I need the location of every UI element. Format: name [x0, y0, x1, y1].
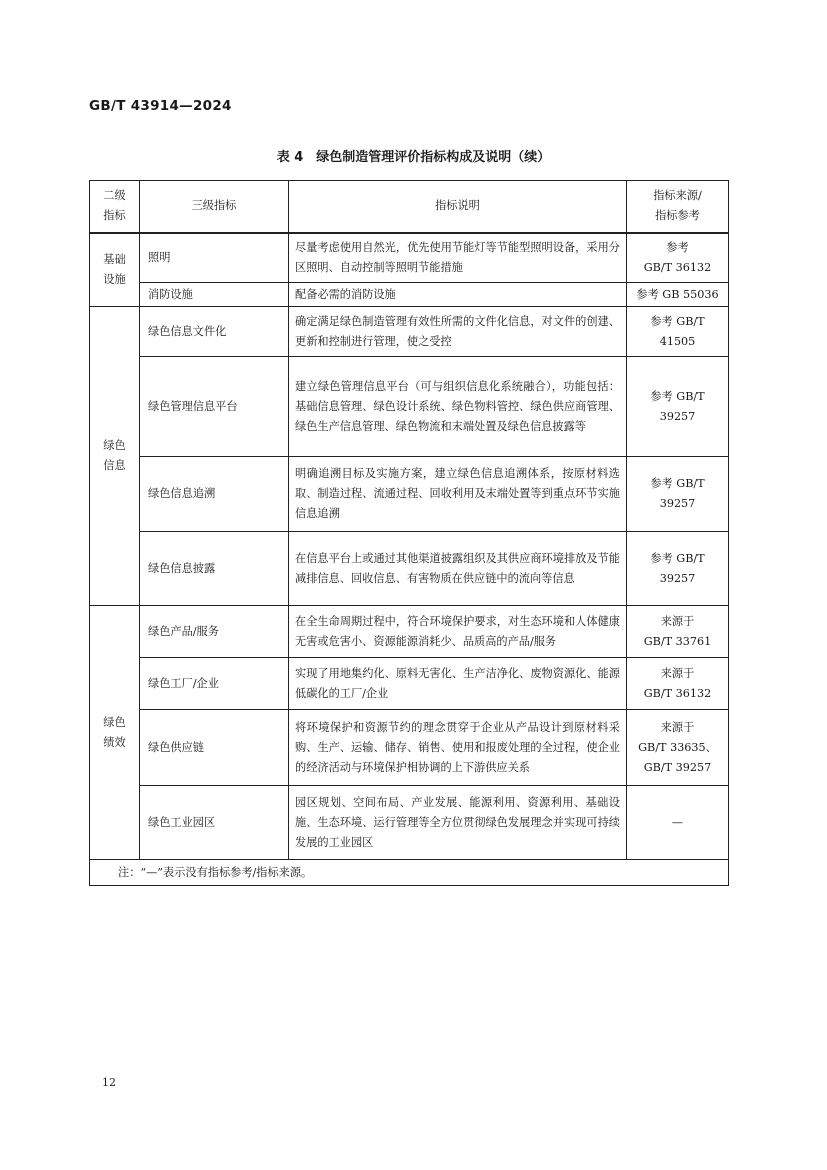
table-row: [90, 357, 729, 457]
group-infra: 基础 设施: [90, 233, 140, 307]
table-row: [90, 307, 729, 357]
indicator-name: 绿色产品/服务: [140, 606, 289, 658]
indicator-source: 来源于 GB/T 36132: [627, 658, 729, 710]
standard-code: GB/T 43914—2024: [89, 98, 232, 114]
table-note-row: [90, 860, 729, 886]
table-row: [90, 457, 729, 532]
group-perf: 绿色 绩效: [90, 606, 140, 860]
indicator-desc: 建立绿色管理信息平台（可与组织信息化系统融合），功能包括：基础信息管理、绿色设计系统、绿色物料管控、绿色供应商管理、绿色生产信息管理、绿色物流和末端处置及绿色信息披露等: [289, 357, 627, 457]
indicator-name: 绿色管理信息平台: [140, 357, 289, 457]
indicator-name: 绿色信息披露: [140, 532, 289, 606]
header-source: 指标来源/ 指标参考: [627, 181, 729, 233]
table-title: 表 4 绿色制造管理评价指标构成及说明（续）: [276, 150, 551, 165]
table-row: [90, 233, 729, 283]
indicator-desc: 确定满足绿色制造管理有效性所需的文件化信息，对文件的创建、更新和控制进行管理，使之受控: [289, 307, 627, 357]
indicator-source: 参考 GB/T 36132: [627, 233, 729, 283]
header-description: 指标说明: [289, 181, 627, 233]
indicator-source: 参考 GB 55036: [627, 283, 729, 307]
indicator-source: 参考 GB/T 41505: [627, 307, 729, 357]
indicator-desc: 在全生命周期过程中，符合环境保护要求，对生态环境和人体健康无害或危害小、资源能源消耗少、品质高的产品/服务: [289, 606, 627, 658]
indicator-desc: 实现了用地集约化、原料无害化、生产洁净化、废物资源化、能源低碳化的工厂/企业: [289, 658, 627, 710]
indicator-source: 参考 GB/T 39257: [627, 532, 729, 606]
indicator-desc: 配备必需的消防设施: [289, 283, 627, 307]
indicator-source: 参考 GB/T 39257: [627, 357, 729, 457]
indicator-source: —: [627, 786, 729, 860]
table-note: 注：“—”表示没有指标参考/指标来源。: [90, 860, 729, 886]
indicator-name: 绿色工业园区: [140, 786, 289, 860]
indicator-table: [89, 180, 729, 886]
table-row: [90, 786, 729, 860]
indicator-name: 消防设施: [140, 283, 289, 307]
indicator-source: 来源于 GB/T 33761: [627, 606, 729, 658]
indicator-name: 绿色信息追溯: [140, 457, 289, 532]
page-number: 12: [102, 1076, 116, 1089]
indicator-desc: 将环境保护和资源节约的理念贯穿于企业从产品设计到原材料采购、生产、运输、储存、销售、使用和报废处理的全过程，使企业的经济活动与环境保护相协调的上下游供应关系: [289, 710, 627, 786]
indicator-desc: 在信息平台上或通过其他渠道披露组织及其供应商环境排放及节能减排信息、回收信息、有害物质在供应链中的流向等信息: [289, 532, 627, 606]
indicator-name: 绿色工厂/企业: [140, 658, 289, 710]
indicator-source: 来源于 GB/T 33635、 GB/T 39257: [627, 710, 729, 786]
indicator-source: 参考 GB/T 39257: [627, 457, 729, 532]
table-row: [90, 283, 729, 307]
indicator-desc: 明确追溯目标及实施方案，建立绿色信息追溯体系，按原材料选取、制造过程、流通过程、回收利用及末端处置等到重点环节实施信息追溯: [289, 457, 627, 532]
indicator-desc: 尽量考虑使用自然光，优先使用节能灯等节能型照明设备，采用分区照明、自动控制等照明节能措施: [289, 233, 627, 283]
indicator-name: 绿色信息文件化: [140, 307, 289, 357]
header-level2: 二级 指标: [90, 181, 140, 233]
header-level3: 三级指标: [140, 181, 289, 233]
table-row: [90, 658, 729, 710]
table-row: [90, 532, 729, 606]
group-info: 绿色 信息: [90, 307, 140, 606]
indicator-desc: 园区规划、空间布局、产业发展、能源利用、资源利用、基础设施、生态环境、运行管理等全方位贯彻绿色发展理念并实现可持续发展的工业园区: [289, 786, 627, 860]
table-row: [90, 606, 729, 658]
table-row: [90, 710, 729, 786]
table-header-row: [90, 181, 729, 233]
indicator-name: 照明: [140, 233, 289, 283]
indicator-name: 绿色供应链: [140, 710, 289, 786]
